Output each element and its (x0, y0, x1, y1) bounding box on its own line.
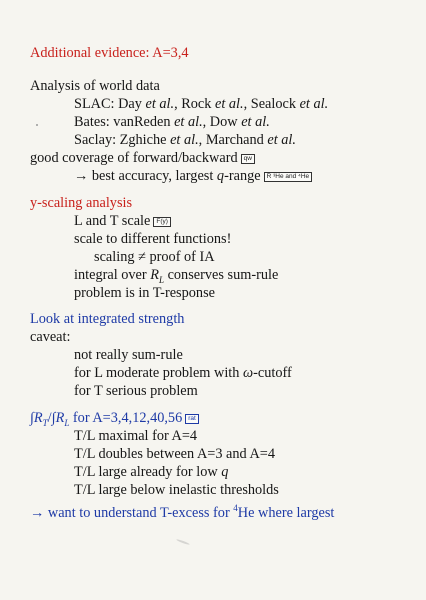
tl-doubles-line: T/L doubles between A=3 and A=4 (74, 446, 276, 462)
lt-scale-line: L and T scale F(y) (74, 212, 171, 230)
not-really-line: not really sum-rule (74, 347, 183, 363)
tl-low-q-line: T/L large already for low q (74, 464, 229, 480)
saclay-line: Saclay: Zghiche et al., Marchand et al. (74, 132, 296, 148)
slide-title: Additional evidence: A=3,4 (30, 45, 189, 61)
want-understand-line: → want to understand T-excess for $^4$He where largest (30, 503, 335, 521)
dust-speck (36, 124, 38, 126)
ratio-heading: $\int R_T/\int R_L$ for A=3,4,12,40,56 rat (30, 409, 199, 432)
bates-line: Bates: vanReden et al., Dow et al. (74, 114, 270, 130)
ref-tag-he[interactable]: R ³He and ⁴He (264, 172, 313, 182)
scale-different-line: scale to different functions! (74, 231, 232, 247)
for-l-line: for L moderate problem with ω-cutoff (74, 365, 292, 381)
ref-tag-qw[interactable]: qw (241, 154, 255, 164)
scaling-neq-line: scaling ≠ proof of IA (94, 249, 215, 265)
caveat-label: caveat: (30, 329, 71, 345)
problem-line: problem is in T-response (74, 285, 215, 301)
integrated-heading: Look at integrated strength (30, 311, 185, 327)
best-accuracy-line: → best accuracy, largest q-range R ³He and ⁴He (74, 167, 312, 185)
yscaling-heading: y-scaling analysis (30, 195, 133, 211)
analysis-heading: Analysis of world data (30, 78, 160, 94)
ref-tag-fy[interactable]: F(y) (153, 217, 171, 227)
smudge-mark (176, 539, 190, 546)
slac-line: SLAC: Day et al., Rock et al., Sealock et al. (74, 96, 329, 112)
tl-below-thresholds-line: T/L large below inelastic thresholds (74, 482, 279, 498)
integral-line: integral over $R_L$ conserves sum-rule (74, 267, 279, 285)
ref-tag-rat[interactable]: rat (185, 414, 199, 424)
coverage-line: good coverage of forward/backward qw (30, 149, 255, 167)
tl-maximal-line: T/L maximal for A=4 (74, 428, 198, 444)
for-t-line: for T serious problem (74, 383, 198, 399)
